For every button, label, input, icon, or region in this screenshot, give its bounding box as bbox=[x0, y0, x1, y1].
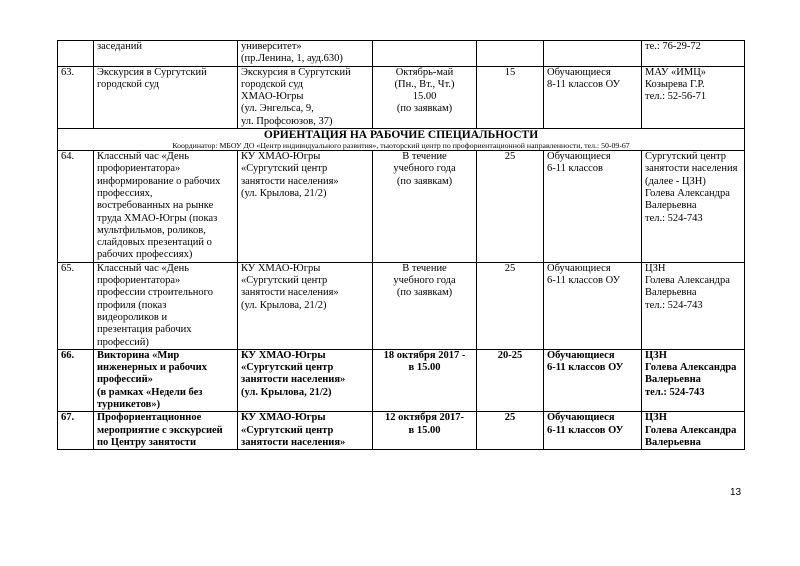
event-place-cell bbox=[238, 41, 373, 67]
responsible-contact-cell bbox=[642, 349, 745, 411]
event-date-cell bbox=[373, 41, 477, 67]
audience-line: Обучающиеся bbox=[547, 412, 615, 424]
audience-cell bbox=[544, 412, 642, 450]
event-name-cell bbox=[94, 151, 238, 263]
event-place-line: (ул. Энгельса, 9, bbox=[241, 103, 314, 115]
event-name-line: профориентатора» bbox=[97, 163, 181, 175]
event-name-line: труда ХМАО-Югры (показ bbox=[97, 212, 218, 224]
event-place-line: (пр.Ленина, 1, ауд.630) bbox=[241, 53, 343, 65]
responsible-contact-line: ЦЗН bbox=[645, 349, 667, 361]
event-name-line: видеороликов и bbox=[97, 311, 168, 323]
audience-line: 8-11 классов ОУ bbox=[547, 78, 621, 90]
table-body-bottom bbox=[58, 151, 745, 450]
event-name-cell bbox=[94, 66, 238, 128]
event-date-cell bbox=[373, 151, 477, 263]
row-number-cell bbox=[58, 41, 94, 67]
section-header-cell bbox=[58, 129, 745, 151]
section-body bbox=[58, 129, 745, 151]
event-place-line: занятости населения» bbox=[241, 436, 346, 448]
event-place-cell bbox=[238, 151, 373, 263]
event-place-line: занятости населения» bbox=[241, 175, 339, 187]
table-row bbox=[58, 66, 745, 128]
event-place-line: КУ ХМАО-Югры bbox=[241, 262, 321, 274]
responsible-contact-line: тел.: 524-743 bbox=[645, 299, 703, 311]
responsible-contact-cell bbox=[642, 262, 745, 349]
event-date-line: 15.00 bbox=[412, 91, 437, 103]
table-row bbox=[58, 262, 745, 349]
participants-count-cell: 15 bbox=[477, 66, 544, 128]
table-row bbox=[58, 41, 745, 67]
section-title: ОРИЕНТАЦИЯ НА РАБОЧИЕ СПЕЦИАЛЬНОСТИ bbox=[263, 129, 539, 142]
responsible-contact-line: Голева Александра bbox=[645, 362, 737, 374]
event-name-cell bbox=[94, 349, 238, 411]
event-date-line: В течение bbox=[402, 262, 447, 274]
event-date-line: учебного года bbox=[393, 163, 456, 175]
event-place-line: университет» bbox=[241, 41, 302, 52]
event-name-line: мультфильмов, роликов, bbox=[97, 224, 206, 236]
event-name-line: профессии строительного bbox=[97, 287, 213, 299]
event-date-line: в 15.00 bbox=[408, 362, 441, 374]
audience-line: Обучающиеся bbox=[547, 66, 611, 78]
event-name-line: востребованных на рынке bbox=[97, 200, 214, 212]
event-place-line: «Сургутский центр bbox=[241, 362, 334, 374]
table-body-top bbox=[58, 41, 745, 129]
event-name-line: городской суд bbox=[97, 78, 160, 90]
event-name-line: Классный час «День bbox=[97, 262, 189, 274]
event-date-line: Октябрь-май bbox=[395, 66, 454, 78]
participants-count-cell: 25 bbox=[477, 151, 544, 263]
event-name-line: (в рамках «Недели без bbox=[97, 386, 203, 398]
event-place-line: ул. Профсоюзов, 37) bbox=[241, 115, 333, 127]
audience-cell bbox=[544, 41, 642, 67]
events-table bbox=[57, 40, 745, 450]
event-name-line: Профориентационное bbox=[97, 412, 202, 424]
event-name-cell bbox=[94, 412, 238, 450]
event-date-line: (по заявкам) bbox=[396, 175, 453, 187]
event-name-line: профессий» bbox=[97, 374, 153, 386]
responsible-contact-line: Сургутский центр bbox=[645, 151, 727, 163]
row-number-cell: 63. bbox=[58, 66, 94, 128]
event-name-line: Классный час «День bbox=[97, 151, 189, 163]
event-place-line: «Сургутский центр bbox=[241, 275, 328, 287]
table-row bbox=[58, 151, 745, 263]
event-date-line: учебного года bbox=[393, 275, 456, 287]
row-number-cell: 65. bbox=[58, 262, 94, 349]
responsible-contact-line: Голева Александра bbox=[645, 187, 730, 199]
event-date-line: (по заявкам) bbox=[396, 103, 453, 115]
row-number-cell: 67. bbox=[58, 412, 94, 450]
event-name-line: мероприятие с экскурсией bbox=[97, 424, 223, 436]
participants-count-cell: 25 bbox=[477, 262, 544, 349]
event-date-line: (Пн., Вт., Чт.) bbox=[394, 78, 455, 90]
event-name-line: заседаний bbox=[97, 41, 142, 52]
participants-count-cell: 25 bbox=[477, 412, 544, 450]
responsible-contact-line: Валерьевна bbox=[645, 287, 697, 299]
responsible-contact-line: Валерьевна bbox=[645, 374, 701, 386]
event-date-line: (по заявкам) bbox=[396, 287, 453, 299]
event-place-cell bbox=[238, 66, 373, 128]
event-place-line: (ул. Крылова, 21/2) bbox=[241, 187, 327, 199]
event-name-line: презентация рабочих bbox=[97, 324, 192, 336]
event-place-line: городской суд bbox=[241, 78, 304, 90]
event-place-line: занятости населения» bbox=[241, 287, 339, 299]
responsible-contact-line: (далее - ЦЗН) bbox=[645, 175, 706, 187]
audience-line: Обучающиеся bbox=[547, 349, 615, 361]
responsible-contact-cell bbox=[642, 412, 745, 450]
event-name-cell bbox=[94, 262, 238, 349]
responsible-contact-line: Валерьевна bbox=[645, 200, 697, 212]
event-date-cell bbox=[373, 66, 477, 128]
event-name-line: турникетов») bbox=[97, 399, 161, 411]
section-header-row bbox=[58, 129, 745, 151]
event-name-line: информирование о рабочих bbox=[97, 175, 221, 187]
row-number-cell: 64. bbox=[58, 151, 94, 263]
event-name-line: профессий) bbox=[97, 336, 149, 348]
event-date-cell bbox=[373, 262, 477, 349]
row-number-cell: 66. bbox=[58, 349, 94, 411]
event-date-line: В течение bbox=[402, 151, 447, 163]
event-date-line: в 15.00 bbox=[408, 424, 441, 436]
event-place-line: КУ ХМАО-Югры bbox=[241, 151, 321, 163]
responsible-contact-line: те.: 76-29-72 bbox=[645, 41, 701, 52]
event-place-line: «Сургутский центр bbox=[241, 163, 328, 175]
event-name-line: слайдовых презентаций о bbox=[97, 237, 212, 249]
audience-line: 6-11 классов ОУ bbox=[547, 424, 624, 436]
event-name-line: инженерных и рабочих bbox=[97, 362, 207, 374]
participants-count-cell: 20-25 bbox=[477, 349, 544, 411]
table-row bbox=[58, 412, 745, 450]
event-place-line: КУ ХМАО-Югры bbox=[241, 349, 326, 361]
responsible-contact-line: ЦЗН bbox=[645, 412, 667, 424]
event-name-line: профессиях, bbox=[97, 187, 153, 199]
event-name-line: по Центру занятости bbox=[97, 436, 197, 448]
event-date-line: 18 октября 2017 - bbox=[383, 349, 466, 361]
responsible-contact-line: Валерьевна bbox=[645, 436, 701, 448]
event-place-line: Экскурсия в Сургутский bbox=[241, 66, 351, 78]
participants-count-cell bbox=[477, 41, 544, 67]
responsible-contact-line: Голева Александра bbox=[645, 275, 730, 287]
audience-line: 6-11 классов ОУ bbox=[547, 275, 621, 287]
responsible-contact-cell bbox=[642, 41, 745, 67]
event-date-cell bbox=[373, 412, 477, 450]
event-place-cell bbox=[238, 262, 373, 349]
audience-line: 6-11 классов ОУ bbox=[547, 362, 624, 374]
page-number: 13 bbox=[730, 487, 742, 498]
event-name-line: Экскурсия в Сургутский bbox=[97, 66, 207, 78]
event-place-line: (ул. Крылова, 21/2) bbox=[241, 386, 332, 398]
event-name-line: Викторина «Мир bbox=[97, 349, 180, 361]
event-date-line: 12 октября 2017- bbox=[384, 412, 465, 424]
event-place-line: (ул. Крылова, 21/2) bbox=[241, 299, 327, 311]
audience-line: 6-11 классов bbox=[547, 163, 604, 175]
table-row bbox=[58, 349, 745, 411]
event-place-line: «Сургутский центр bbox=[241, 424, 334, 436]
responsible-contact-line: тел.: 524-743 bbox=[645, 386, 705, 398]
responsible-contact-line: Голева Александра bbox=[645, 424, 737, 436]
event-date-cell bbox=[373, 349, 477, 411]
responsible-contact-line: тел.: 52-56-71 bbox=[645, 91, 707, 103]
audience-cell bbox=[544, 151, 642, 263]
event-name-line: профиля (показ bbox=[97, 299, 167, 311]
section-coordinator: Координатор: МБОУ ДО «Центр индивидуального развития», тьюторский центр по профориентационной направленности, тел.: 50-09-67 bbox=[172, 141, 630, 151]
responsible-contact-line: тел.: 524-743 bbox=[645, 212, 703, 224]
responsible-contact-line: занятости населения bbox=[645, 163, 738, 175]
event-place-cell bbox=[238, 349, 373, 411]
responsible-contact-line: МАУ «ИМЦ» bbox=[645, 66, 707, 78]
audience-line: Обучающиеся bbox=[547, 262, 611, 274]
responsible-contact-cell bbox=[642, 66, 745, 128]
audience-line: Обучающиеся bbox=[547, 151, 611, 163]
event-place-line: КУ ХМАО-Югры bbox=[241, 412, 326, 424]
event-name-line: рабочих профессиях) bbox=[97, 249, 193, 261]
event-name-cell bbox=[94, 41, 238, 67]
audience-cell bbox=[544, 349, 642, 411]
audience-cell bbox=[544, 262, 642, 349]
event-place-line: занятости населения» bbox=[241, 374, 346, 386]
responsible-contact-cell bbox=[642, 151, 745, 263]
responsible-contact-line: Козырева Г.Р. bbox=[645, 78, 705, 90]
event-place-line: ХМАО-Югры bbox=[241, 91, 304, 103]
audience-cell bbox=[544, 66, 642, 128]
responsible-contact-line: ЦЗН bbox=[645, 262, 666, 274]
event-name-line: профориентатора» bbox=[97, 275, 181, 287]
event-place-cell bbox=[238, 412, 373, 450]
